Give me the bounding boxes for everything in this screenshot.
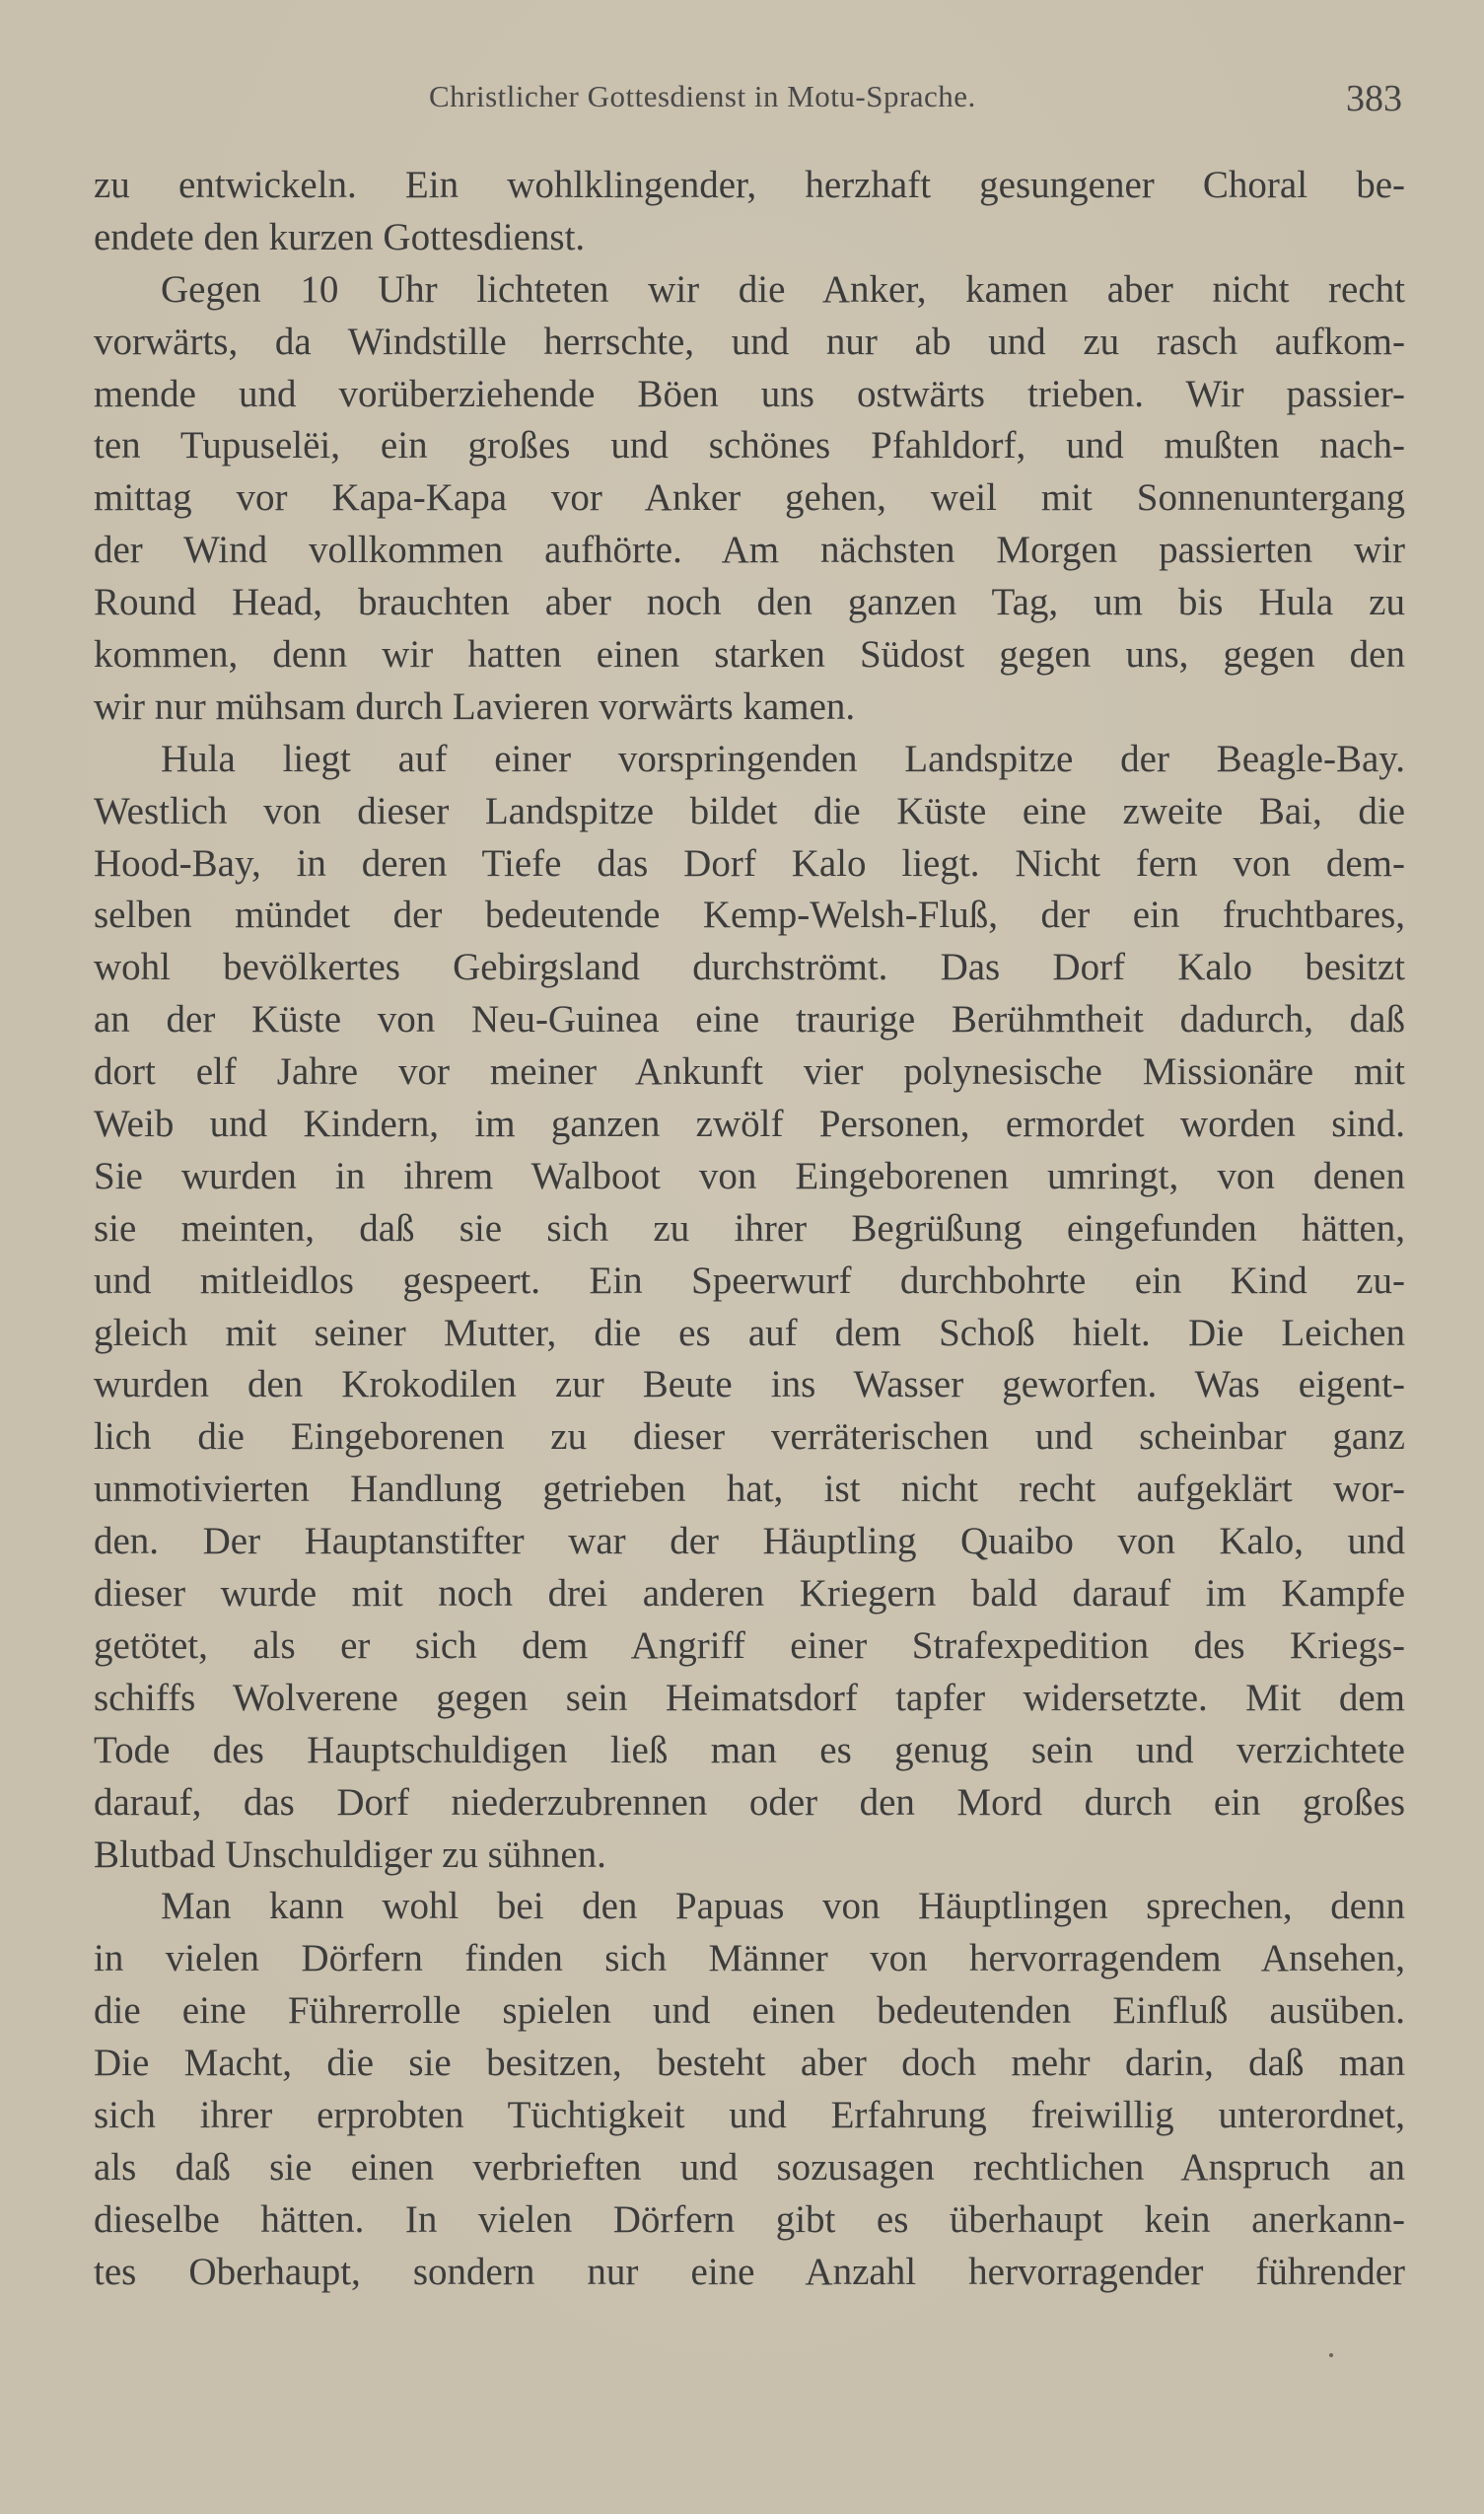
text-line: selben mündet der bedeutende Kemp-Welsh-Fluß, der ein fruchtbares, [94, 894, 1405, 937]
paper-speck [1329, 2353, 1333, 2357]
text-line: Tode des Hauptschuldigen ließ man es genug sein und verzichtete [94, 1728, 1405, 1771]
body-text [94, 160, 1405, 2299]
text-line: darauf, das Dorf niederzubrennen oder den Mord durch ein großes [94, 1780, 1405, 1824]
text-line: gleich mit seiner Mutter, die es auf dem Schoß hielt. Die Leichen [94, 1311, 1405, 1354]
text-line: dieser wurde mit noch drei anderen Kriegern bald darauf im Kampfe [94, 1572, 1405, 1616]
text-line: dort elf Jahre vor meiner Ankunft vier polynesische Missionäre mit [94, 1050, 1405, 1094]
text-line: Westlich von dieser Landspitze bildet die Küste eine zweite Bai, die [94, 789, 1405, 832]
text-line: vorwärts, da Windstille herrschte, und nur ab und zu rasch aufkom- [94, 320, 1405, 363]
running-title: Christlicher Gottesdienst in Motu-Sprache. [429, 79, 976, 113]
text-line: Hula liegt auf einer vorspringenden Landspitze der Beagle-Bay. [161, 737, 1405, 780]
paragraph [94, 160, 1405, 264]
text-line: und mitleidlos gespeert. Ein Speerwurf durchbohrte ein Kind zu- [94, 1258, 1405, 1302]
text-line: endete den kurzen Gottesdienst. [94, 215, 586, 258]
text-line: tes Oberhaupt, sondern nur eine Anzahl hervorragender führender [94, 2250, 1405, 2293]
text-line: wir nur mühsam durch Lavieren vorwärts kamen. [94, 684, 856, 728]
text-line: ten Tupuselëi, ein großes und schönes Pfahldorf, und mußten nach- [94, 424, 1405, 467]
paragraph [94, 734, 1405, 1882]
text-line: in vielen Dörfern finden sich Männer von hervorragendem Ansehen, [94, 1937, 1405, 1980]
text-line: wohl bevölkertes Gebirgsland durchströmt. Das Dorf Kalo besitzt [94, 946, 1405, 989]
text-line: sie meinten, daß sie sich zu ihrer Begrüßung eingefunden hätten, [94, 1206, 1405, 1250]
text-line: Weib und Kindern, im ganzen zwölf Personen, ermordet worden sind. [94, 1103, 1405, 1146]
page-number: 383 [1346, 78, 1402, 119]
text-line: schiffs Wolverene gegen sein Heimatsdorf tapfer widersetzte. Mit dem [94, 1676, 1405, 1719]
text-line: mittag vor Kapa-Kapa vor Anker gehen, weil mit Sonnenuntergang [94, 476, 1405, 520]
text-line: Hood-Bay, in deren Tiefe das Dorf Kalo liegt. Nicht fern von dem- [94, 841, 1405, 885]
text-line: Die Macht, die sie besitzen, besteht aber doch mehr darin, daß man [94, 2042, 1405, 2085]
text-line: den. Der Hauptanstifter war der Häuptling Quaibo von Kalo, und [94, 1520, 1405, 1563]
text-line: Round Head, brauchten aber noch den ganzen Tag, um bis Hula zu [94, 581, 1405, 624]
text-line: getötet, als er sich dem Angriff einer Strafexpedition des Kriegs- [94, 1623, 1405, 1667]
text-line: sich ihrer erprobten Tüchtigkeit und Erfahrung freiwillig unterordnet, [94, 2093, 1405, 2136]
text-line: als daß sie einen verbrieften und sozusagen rechtlichen Anspruch an [94, 2145, 1405, 2189]
page-header [94, 75, 1410, 124]
text-line: zu entwickeln. Ein wohlklingender, herzhaft gesungener Choral be- [94, 164, 1405, 206]
text-line: der Wind vollkommen aufhörte. Am nächsten Morgen passierten wir [94, 529, 1405, 572]
text-line: dieselbe hätten. In vielen Dörfern gibt es überhaupt kein anerkann- [94, 2197, 1405, 2241]
paragraph [94, 264, 1405, 734]
text-line: Man kann wohl bei den Papuas von Häuptlingen sprechen, denn [161, 1885, 1405, 1928]
text-line: unmotivierten Handlung getrieben hat, ist nicht recht aufgeklärt wor- [94, 1468, 1405, 1511]
text-line: an der Küste von Neu-Guinea eine traurige Berühmtheit dadurch, daß [94, 998, 1405, 1042]
paragraph [94, 1881, 1405, 2298]
text-line: die eine Führerrolle spielen und einen bedeutenden Einfluß ausüben. [94, 1989, 1405, 2033]
text-line: Blutbad Unschuldiger zu sühnen. [94, 1832, 606, 1876]
text-line: Gegen 10 Uhr lichteten wir die Anker, kamen aber nicht recht [161, 267, 1405, 311]
text-line: kommen, denn wir hatten einen starken Südost gegen uns, gegen den [94, 633, 1405, 677]
text-line: Sie wurden in ihrem Walboot von Eingeborenen umringt, von denen [94, 1154, 1405, 1197]
text-line: wurden den Krokodilen zur Beute ins Wasser geworfen. Was eigent- [94, 1363, 1405, 1406]
text-line: mende und vorüberziehende Böen uns ostwärts trieben. Wir passier- [94, 372, 1405, 415]
text-line: lich die Eingeborenen zu dieser verräterischen und scheinbar ganz [94, 1415, 1405, 1459]
